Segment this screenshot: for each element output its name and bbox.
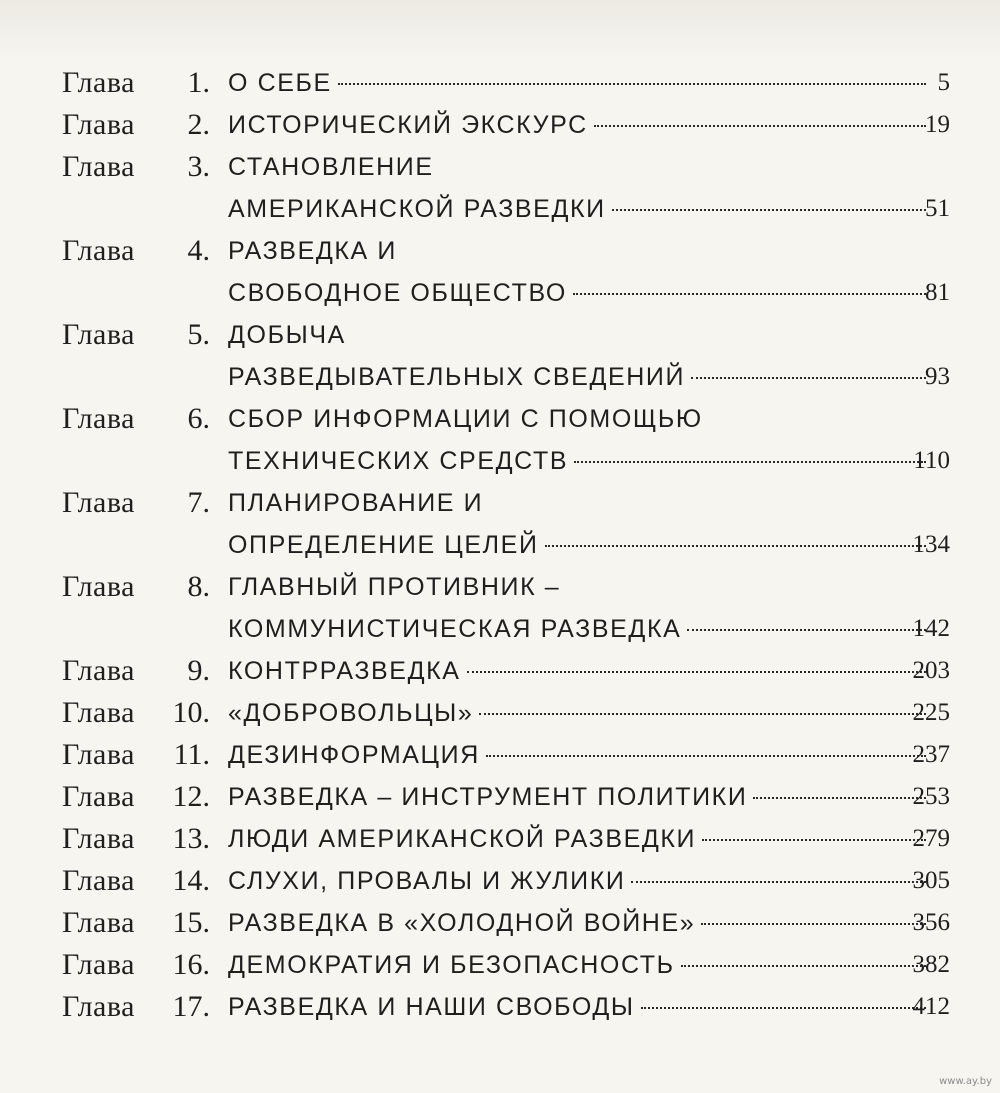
chapter-title-text: ПЛАНИРОВАНИЕ И (228, 489, 484, 517)
chapter-number: 17. (172, 990, 210, 1023)
chapter-number: 4. (187, 234, 210, 267)
chapter-number: 10. (172, 696, 210, 729)
chapter-word: Глава (62, 696, 135, 729)
toc-line (0, 818, 1000, 860)
chapter-title-text: ДОБЫЧА (228, 321, 346, 349)
chapter-word: Глава (62, 864, 135, 897)
chapter-title-text: КОНТРРАЗВЕДКА (228, 657, 461, 685)
chapter-title (228, 398, 703, 440)
toc-line (0, 566, 1000, 608)
dot-leader (612, 209, 926, 211)
page-number: 203 (912, 657, 950, 684)
chapter-number: 14. (172, 864, 210, 897)
toc-line (0, 608, 1000, 650)
toc-line (0, 860, 1000, 902)
chapter-word: Глава (62, 486, 135, 519)
toc-line (0, 440, 1000, 482)
chapter-title-text: ТЕХНИЧЕСКИХ СРЕДСТВ (228, 447, 569, 475)
chapter-title (228, 734, 930, 776)
chapter-title (228, 314, 346, 356)
page-number: 142 (912, 615, 950, 642)
chapter-word: Глава (62, 990, 135, 1023)
chapter-number: 7. (187, 486, 210, 519)
page-top-shadow (0, 0, 1000, 60)
chapter-title-text: «ДОБРОВОЛЬЦЫ» (228, 699, 474, 727)
dot-leader (574, 461, 926, 463)
toc-line (0, 272, 1000, 314)
page-number: 19 (925, 111, 950, 138)
chapter-word: Глава (62, 822, 135, 855)
page-number: 51 (925, 195, 950, 222)
chapter-title (228, 944, 930, 986)
chapter-title-text: АМЕРИКАНСКОЙ РАЗВЕДКИ (228, 195, 606, 223)
chapter-number: 9. (187, 654, 210, 687)
chapter-number: 16. (172, 948, 210, 981)
chapter-title (228, 146, 434, 188)
chapter-title (228, 608, 930, 650)
page-number: 93 (925, 363, 950, 390)
chapter-title (228, 356, 930, 398)
dot-leader (467, 671, 926, 673)
chapter-title (228, 566, 560, 608)
dot-leader (486, 755, 926, 757)
toc-line (0, 482, 1000, 524)
chapter-title-text: РАЗВЕДКА В «ХОЛОДНОЙ ВОЙНЕ» (228, 909, 696, 937)
toc-line (0, 230, 1000, 272)
toc-line (0, 776, 1000, 818)
chapter-number: 1. (187, 66, 210, 99)
chapter-title-text: О СЕБЕ (228, 69, 332, 97)
chapter-number: 12. (172, 780, 210, 813)
toc-line (0, 104, 1000, 146)
toc-line (0, 146, 1000, 188)
page-number: 134 (912, 531, 950, 558)
chapter-title (228, 818, 930, 860)
chapter-word: Глава (62, 318, 135, 351)
dot-leader (594, 125, 926, 127)
chapter-word: Глава (62, 402, 135, 435)
page-number: 279 (912, 825, 950, 852)
chapter-title-text: РАЗВЕДКА – ИНСТРУМЕНТ ПОЛИТИКИ (228, 783, 748, 811)
page-number: 382 (912, 951, 950, 978)
toc-line (0, 62, 1000, 104)
chapter-word: Глава (62, 150, 135, 183)
chapter-title (228, 524, 930, 566)
chapter-title-text: РАЗВЕДЫВАТЕЛЬНЫХ СВЕДЕНИЙ (228, 363, 686, 391)
chapter-number: 8. (187, 570, 210, 603)
page-number: 81 (925, 279, 950, 306)
chapter-word: Глава (62, 570, 135, 603)
watermark: www.ay.by (939, 1076, 992, 1087)
toc-line (0, 650, 1000, 692)
chapter-title (228, 650, 930, 692)
page-number: 225 (912, 699, 950, 726)
chapter-title (228, 692, 930, 734)
dot-leader (545, 545, 926, 547)
chapter-title-text: ДЕЗИНФОРМАЦИЯ (228, 741, 480, 769)
chapter-title (228, 230, 397, 272)
toc-line (0, 188, 1000, 230)
chapter-title (228, 986, 930, 1028)
chapter-number: 3. (187, 150, 210, 183)
chapter-title-text: ИСТОРИЧЕСКИЙ ЭКСКУРС (228, 111, 588, 139)
chapter-title-text: ЛЮДИ АМЕРИКАНСКОЙ РАЗВЕДКИ (228, 825, 697, 853)
dot-leader (338, 83, 926, 85)
page-number: 253 (912, 783, 950, 810)
chapter-word: Глава (62, 780, 135, 813)
toc-line (0, 944, 1000, 986)
page-number: 412 (912, 993, 950, 1020)
toc-line (0, 692, 1000, 734)
chapter-title (228, 776, 930, 818)
toc-line (0, 524, 1000, 566)
chapter-word: Глава (62, 906, 135, 939)
chapter-title-text: СВОБОДНОЕ ОБЩЕСТВО (228, 279, 567, 307)
page-number: 356 (912, 909, 950, 936)
chapter-number: 11. (173, 738, 210, 771)
chapter-title-text: ГЛАВНЫЙ ПРОТИВНИК – (228, 573, 561, 601)
chapter-title-text: СЛУХИ, ПРОВАЛЫ И ЖУЛИКИ (228, 867, 626, 895)
chapter-title (228, 272, 930, 314)
chapter-word: Глава (62, 108, 135, 141)
chapter-number: 15. (172, 906, 210, 939)
chapter-title-text: РАЗВЕДКА И (228, 237, 397, 265)
chapter-title (228, 440, 930, 482)
page-number: 237 (912, 741, 950, 768)
chapter-word: Глава (62, 948, 135, 981)
chapter-number: 5. (187, 318, 210, 351)
chapter-title-text: РАЗВЕДКА И НАШИ СВОБОДЫ (228, 993, 635, 1021)
chapter-word: Глава (62, 66, 135, 99)
toc-line (0, 356, 1000, 398)
toc-line (0, 314, 1000, 356)
page-number: 5 (937, 69, 950, 96)
chapter-word: Глава (62, 738, 135, 771)
chapter-number: 2. (187, 108, 210, 141)
chapter-title (228, 482, 483, 524)
toc-line (0, 734, 1000, 776)
chapter-title (228, 188, 930, 230)
page-number: 110 (913, 447, 950, 474)
chapter-number: 6. (187, 402, 210, 435)
chapter-title (228, 860, 930, 902)
chapter-title-text: ДЕМОКРАТИЯ И БЕЗОПАСНОСТЬ (228, 951, 675, 979)
chapter-word: Глава (62, 234, 135, 267)
chapter-title-text: КОММУНИСТИЧЕСКАЯ РАЗВЕДКА (228, 615, 682, 643)
table-of-contents (0, 62, 1000, 1028)
chapter-title-text: ОПРЕДЕЛЕНИЕ ЦЕЛЕЙ (228, 531, 539, 559)
toc-line (0, 902, 1000, 944)
page-number: 305 (912, 867, 950, 894)
chapter-title-text: СТАНОВЛЕНИЕ (228, 153, 434, 181)
toc-line (0, 986, 1000, 1028)
dot-leader (573, 293, 926, 295)
dot-leader (479, 713, 926, 715)
chapter-title (228, 902, 930, 944)
chapter-title-text: СБОР ИНФОРМАЦИИ С ПОМОЩЬЮ (228, 405, 703, 433)
chapter-number: 13. (172, 822, 210, 855)
chapter-word: Глава (62, 654, 135, 687)
toc-line (0, 398, 1000, 440)
chapter-title (228, 104, 930, 146)
chapter-title (228, 62, 930, 104)
